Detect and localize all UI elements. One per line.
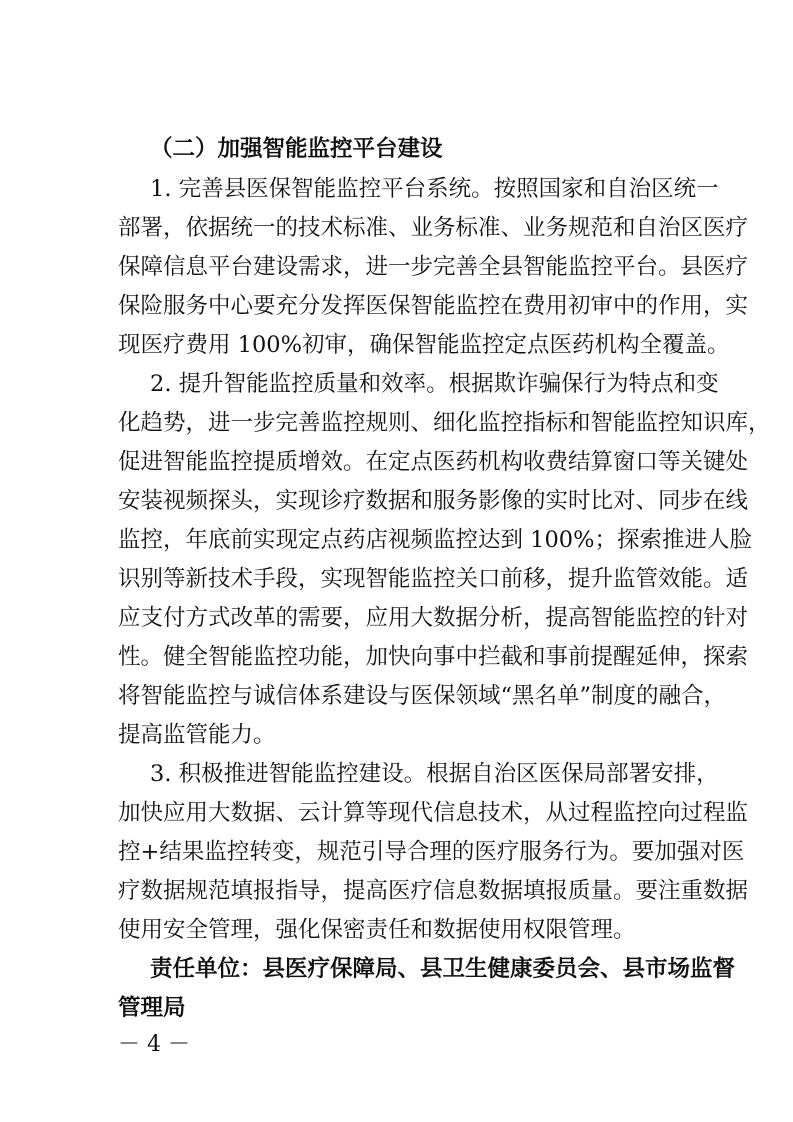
responsibility-line-1: 责任单位：县医疗保障局、县卫生健康委员会、县市场监督 bbox=[150, 956, 736, 982]
paragraph-2-line-4: 安装视频探头，实现诊疗数据和服务影像的实时比对、同步在线 bbox=[118, 488, 749, 514]
paragraph-3-line-5: 使用安全管理，强化保密责任和数据使用权限管理。 bbox=[118, 917, 636, 943]
paragraph-3-line-3: 控+结果监控转变，规范引导合理的医疗服务行为。要加强对医 bbox=[118, 839, 745, 865]
paragraph-1-line-5: 现医疗费用 100%初审，确保智能监控定点医药机构全覆盖。 bbox=[118, 332, 730, 358]
paragraph-2-line-10: 提高监管能力。 bbox=[118, 722, 276, 748]
paragraph-2-line-9: 将智能监控与诚信体系建设与医保领域“黑名单”制度的融合， bbox=[118, 683, 727, 709]
paragraph-2-line-8: 性。健全智能监控功能，加快向事中拦截和事前提醒延伸，探索 bbox=[118, 644, 749, 670]
paragraph-3-line-4: 疗数据规范填报指导，提高医疗信息数据填报质量。要注重数据 bbox=[118, 878, 749, 904]
paragraph-2-line-5: 监控，年底前实现定点药店视频监控达到 100%；探索推进人脸 bbox=[118, 527, 752, 553]
paragraph-3-line-2: 加快应用大数据、云计算等现代信息技术，从过程监控向过程监 bbox=[118, 800, 749, 826]
responsibility-line-2: 管理局 bbox=[118, 995, 186, 1021]
paragraph-1-line-4: 保险服务中心要充分发挥医保智能监控在费用初审中的作用，实 bbox=[118, 293, 749, 319]
section-heading: （二）加强智能监控平台建设 bbox=[150, 136, 443, 162]
paragraph-3-line-1: 3. 积极推进智能监控建设。根据自治区医保局部署安排， bbox=[150, 761, 719, 787]
page-number: － 4 － bbox=[118, 1032, 190, 1057]
paragraph-2-line-1: 2. 提升智能监控质量和效率。根据欺诈骗保行为特点和变 bbox=[150, 371, 719, 397]
paragraph-2-line-2: 化趋势，进一步完善监控规则、细化监控指标和智能监控知识库， bbox=[118, 410, 771, 436]
paragraph-1-line-3: 保障信息平台建设需求，进一步完善全县智能监控平台。县医疗 bbox=[118, 254, 749, 280]
paragraph-1-line-2: 部署，依据统一的技术标准、业务标准、业务规范和自治区医疗 bbox=[118, 215, 749, 241]
paragraph-2-line-3: 促进智能监控提质增效。在定点医药机构收费结算窗口等关键处 bbox=[118, 449, 749, 475]
paragraph-2-line-6: 识别等新技术手段，实现智能监控关口前移，提升监管效能。适 bbox=[118, 566, 749, 592]
paragraph-2-line-7: 应支付方式改革的需要，应用大数据分析，提高智能监控的针对 bbox=[118, 605, 749, 631]
paragraph-1-line-1: 1. 完善县医保智能监控平台系统。按照国家和自治区统一 bbox=[150, 176, 719, 202]
